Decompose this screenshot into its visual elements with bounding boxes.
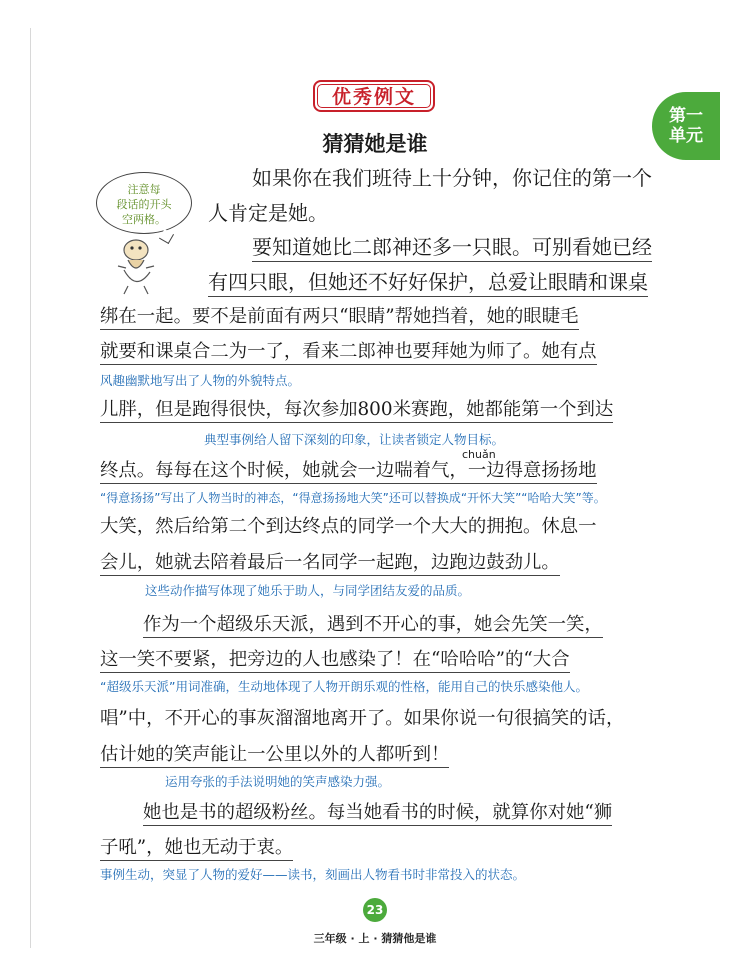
essay-line — [100, 835, 293, 861]
tip-line: 段话的开头 — [116, 198, 172, 211]
essay-line-text: 会儿，她就去陪着最后一名同学一起跑，边跑边鼓劲儿。 — [100, 552, 560, 576]
pinyin-annotation: chuǎn — [462, 448, 496, 461]
section-badge-label: 优秀例文 — [317, 84, 431, 108]
mascot-icon — [98, 236, 178, 296]
annotation-note: “得意扬扬”写出了人物当时的神态，“得意扬扬地大笑”还可以替换成“开怀大笑”“哈哈大笑”等。 — [100, 491, 606, 505]
annotation-note: 事例生动，突显了人物的爱好——读书，刻画出人物看书时非常投入的状态。 — [100, 867, 526, 882]
essay-line — [208, 269, 648, 295]
essay-line — [100, 647, 570, 673]
tip-bubble — [96, 172, 192, 234]
essay-line-text: 子吼”，她也无动于衷。 — [100, 837, 293, 861]
essay-line-text: 儿胖，但是跑得很快，每次参加800米赛跑，她都能第一个到达 — [100, 399, 613, 423]
essay-line — [100, 304, 579, 330]
essay-line-text: 她也是书的超级粉丝。每当她看书的时候，就算你对她“狮 — [143, 802, 612, 826]
annotation-note: 运用夸张的手法说明她的笑声感染力强。 — [165, 774, 391, 789]
essay-line-text: 这一笑不要紧，把旁边的人也感染了！在“哈哈哈”的“大合 — [100, 649, 570, 673]
essay-line: 如果你在我们班待上十分钟，你记住的第一个 — [252, 166, 652, 190]
essay-line: 人肯定是她。 — [208, 201, 328, 225]
footer-text: 三年级 · 上 · 猜猜他是谁 — [313, 932, 437, 945]
essay-line-text: 终点。每每在这个时候，她就会一边喘着气，一边得意扬扬地 — [100, 460, 597, 484]
section-badge — [313, 80, 435, 112]
page-number: 23 — [363, 898, 387, 922]
essay-title: 猜猜她是谁 — [322, 132, 428, 156]
annotation-note: 典型事例给人留下深刻的印象，让读者锁定人物目标。 — [204, 432, 505, 447]
annotation-note: 风趣幽默地写出了人物的外貌特点。 — [100, 373, 301, 388]
essay-line — [100, 339, 597, 365]
essay-line-text: 估计她的笑声能让一公里以外的人都听到！ — [100, 744, 449, 768]
essay-line-text: 就要和课桌合二为一了，看来二郎神也要拜她为师了。她有点 — [100, 341, 597, 365]
annotation-note: 这些动作描写体现了她乐于助人，与同学团结友爱的品质。 — [145, 583, 471, 598]
essay-line — [100, 742, 449, 768]
tip-line: 注意每 — [127, 183, 161, 196]
essay-line: 大笑，然后给第二个到达终点的同学一个大大的拥抱。休息一 — [100, 516, 597, 537]
essay-line — [100, 397, 613, 423]
essay-line-text: 有四只眼，但她还不好好保护，总爱让眼睛和课桌 — [208, 270, 648, 297]
annotation-note: “超级乐天派”用词准确，生动地体现了人物开朗乐观的性格，能用自己的快乐感染他人。 — [100, 679, 588, 694]
unit-tab-line1: 第一 — [669, 106, 703, 126]
tip-line: 空两格。 — [122, 213, 166, 226]
essay-line-text: 要知道她比二郎神还多一只眼。可别看她已经 — [252, 235, 652, 262]
essay-line — [143, 612, 603, 638]
essay-line — [143, 800, 612, 826]
essay-line — [252, 234, 652, 260]
essay-line — [100, 550, 560, 576]
essay-line: 唱”中，不开心的事灰溜溜地离开了。如果你说一句很搞笑的话， — [100, 708, 625, 729]
essay-line-text: 作为一个超级乐天派，遇到不开心的事，她会先笑一笑， — [143, 614, 603, 638]
essay-line — [100, 458, 597, 484]
essay-line-text: 绑在一起。要不是前面有两只“眼睛”帮她挡着，她的眼睫毛 — [100, 306, 579, 330]
unit-tab-line2: 单元 — [669, 126, 703, 146]
